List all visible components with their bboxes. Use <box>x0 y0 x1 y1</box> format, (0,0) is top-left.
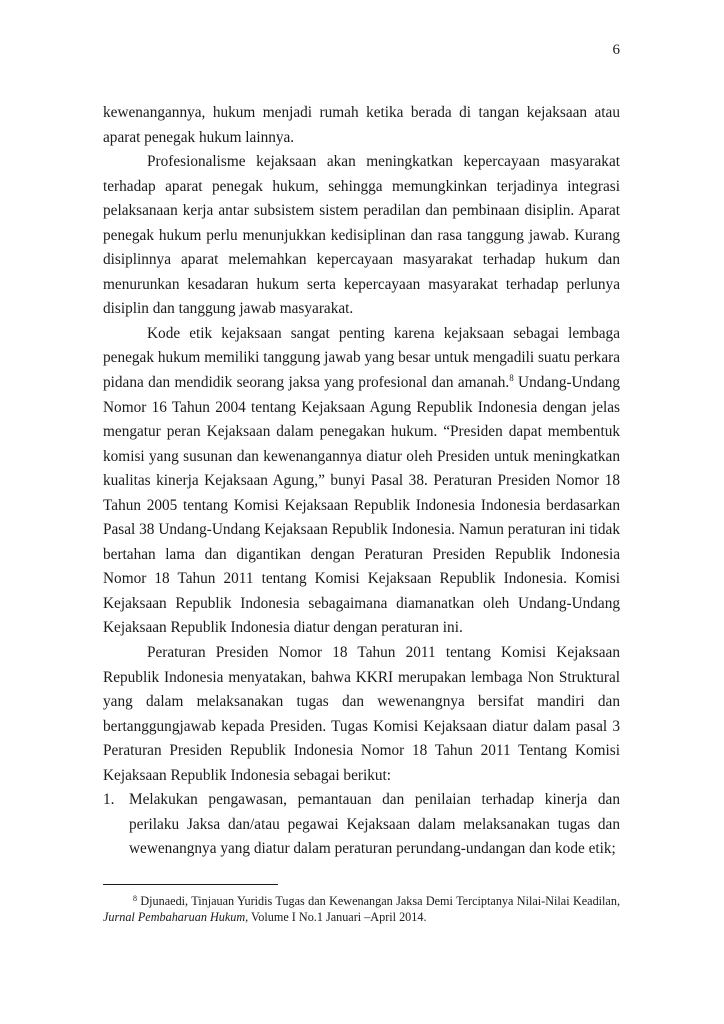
paragraph-professionalism: Profesionalisme kejaksaan akan meningkatkan kepercayaan masyarakat terhadap aparat penegak hukum, sehingga memungkinkan terjadinya integrasi pelaksanaan kerja antar subsistem sistem peradilan dan pembinaan disiplin. Aparat penegak hukum perlu menunjukkan kedisiplinan dan rasa tanggung jawab. Kurang disiplinnya aparat melemahkan kepercayaan masyarakat terhadap hukum dan menurunkan kesadaran hukum serta kepercayaan masyarakat terhadap perlunya disiplin dan tanggung jawab masyarakat. <box>103 153 620 318</box>
footnote-marker: 8 <box>133 894 137 903</box>
page-number: 6 <box>612 42 620 58</box>
footnote-reference[interactable]: 8 <box>509 373 514 384</box>
footnote <box>103 893 620 925</box>
task-list <box>103 788 620 862</box>
paragraph-presidential-regulation: Peraturan Presiden Nomor 18 Tahun 2011 tentang Komisi Kejaksaan Republik Indonesia menyatakan, bahwa KKRI merupakan lembaga Non Struktural yang dalam melaksanakan tugas dan wewenangnya bersifat mandiri dan bertanggungjawab kepada Presiden. Tugas Komisi Kejaksaan diatur dalam pasal 3 Peraturan Presiden Republik Indonesia Nomor 18 Tahun 2011 Tentang Komisi Kejaksaan Republik Indonesia sebagai berikut: <box>103 644 620 784</box>
footnote-text: Djunaedi, Tinjauan Yuridis Tugas dan Kewenangan Jaksa Demi Terciptanya Nilai-Nilai Keadilan, <box>137 894 620 908</box>
paragraph-text: Undang-Undang Nomor 16 Tahun 2004 tentang Kejaksaan Agung Republik Indonesia dengan jelas mengatur peran Kejaksaan dalam penegakan hukum. “Presiden dapat membentuk komisi yang susunan dan kewenangannya diatur oleh Presiden untuk meningkatkan kualitas kinerja Kejaksaan Agung,” bunyi Pasal 38. Peraturan Presiden Nomor 18 Tahun 2005 tentang Komisi Kejaksaan Republik Indonesia Indonesia berdasarkan Pasal 38 Undang-Undang Kejaksaan Republik Indonesia. Namun peraturan ini tidak bertahan lama dan digantikan dengan Peraturan Presiden Republik Indonesia Nomor 18 Tahun 2011 tentang Komisi Kejaksaan Republik Indonesia. Komisi Kejaksaan Republik Indonesia sebagaimana diamanatkan oleh Undang-Undang Kejaksaan Republik Indonesia diatur dengan peraturan ini. <box>103 374 620 637</box>
footnote-journal-title: Jurnal Pembaharuan Hukum <box>103 910 246 924</box>
paragraph-continuation: kewenangannya, hukum menjadi rumah ketika berada di tangan kejaksaan atau aparat penegak hukum lainnya. <box>103 104 620 146</box>
list-item-text: Melakukan pengawasan, pemantauan dan penilaian terhadap kinerja dan perilaku Jaksa dan/atau pegawai Kejaksaan dalam melaksanakan tugas dan wewenangnya yang diatur dalam peraturan perundang-undangan dan kode etik; <box>129 791 620 858</box>
footnote-separator <box>103 884 278 885</box>
list-item <box>103 788 620 862</box>
list-item-number: 1. <box>103 791 115 809</box>
paragraph-text: Kode etik kejaksaan sangat penting karena kejaksaan sebagai lembaga penegak hukum memiliki tanggung jawab yang besar untuk mengadili suatu perkara pidana dan mendidik seorang jaksa yang profesional dan amanah. <box>103 324 620 392</box>
paragraph-code-of-ethics <box>103 322 620 641</box>
footnotes <box>103 893 620 925</box>
body-text <box>103 101 620 862</box>
footnote-text: , Volume I No.1 Januari –April 2014. <box>245 910 427 924</box>
